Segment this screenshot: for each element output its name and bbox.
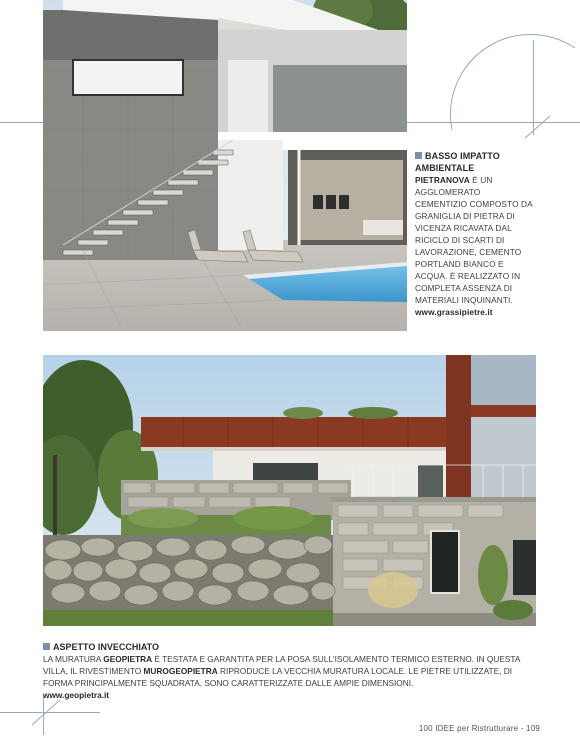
square-bullet-icon	[43, 643, 50, 650]
sidebar-body: PIETRANOVA È UN AGGLOMERATO CEMENTIZIO COMPOSTO DA GRANIGLIA DI PIETRA DI VICENZA RICAVATA DAL RICICLO DI SCARTI DI LAVORAZIONE, CEMENTO PORTLAND BIANCO E ACQUA. È REALIZZATO IN COMPLETA ASSENZA DI MATERIALI INQUINANTI.	[415, 175, 533, 305]
caption-aged-look	[43, 641, 538, 701]
sidebar-article	[415, 150, 533, 318]
caption-body: LA MURATURA GEOPIETRA È TESTATA E GARANTITA PER LA POSA SULL'ISOLAMENTO TERMICO ESTERNO. IN QUESTA VILLA, IL RIVESTIMENTO MUROGEOPIETRA RIPRODUCE LA VECCHIA MURATURA LOCALE. LE PIETRE UTILIZZATE, DI FORMA PRINCIPALMENTE SQUADRATA, SONO CARATTERIZZATE DALLE AMPIE DIMENSIONI.	[43, 654, 520, 688]
product-name-murogeopietra: MUROGEOPIETRA	[143, 666, 218, 676]
square-bullet-icon	[415, 152, 422, 159]
page-footer: 100 IDEE per Ristrutturare - 109	[418, 724, 540, 733]
product-name: PIETRANOVA	[415, 175, 470, 185]
website-link[interactable]: www.grassipietre.it	[415, 307, 493, 317]
sidebar-heading: BASSO IMPATTO AMBIENTALE	[415, 151, 500, 173]
caption-heading: ASPETTO INVECCHIATO	[43, 641, 538, 653]
website-link[interactable]: www.geopietra.it	[43, 690, 110, 700]
photo-modern-house-pool	[43, 0, 407, 331]
guide-circle	[440, 20, 580, 150]
photo-stone-villa	[43, 355, 536, 626]
product-name-geopietra: GEOPIETRA	[103, 654, 153, 664]
